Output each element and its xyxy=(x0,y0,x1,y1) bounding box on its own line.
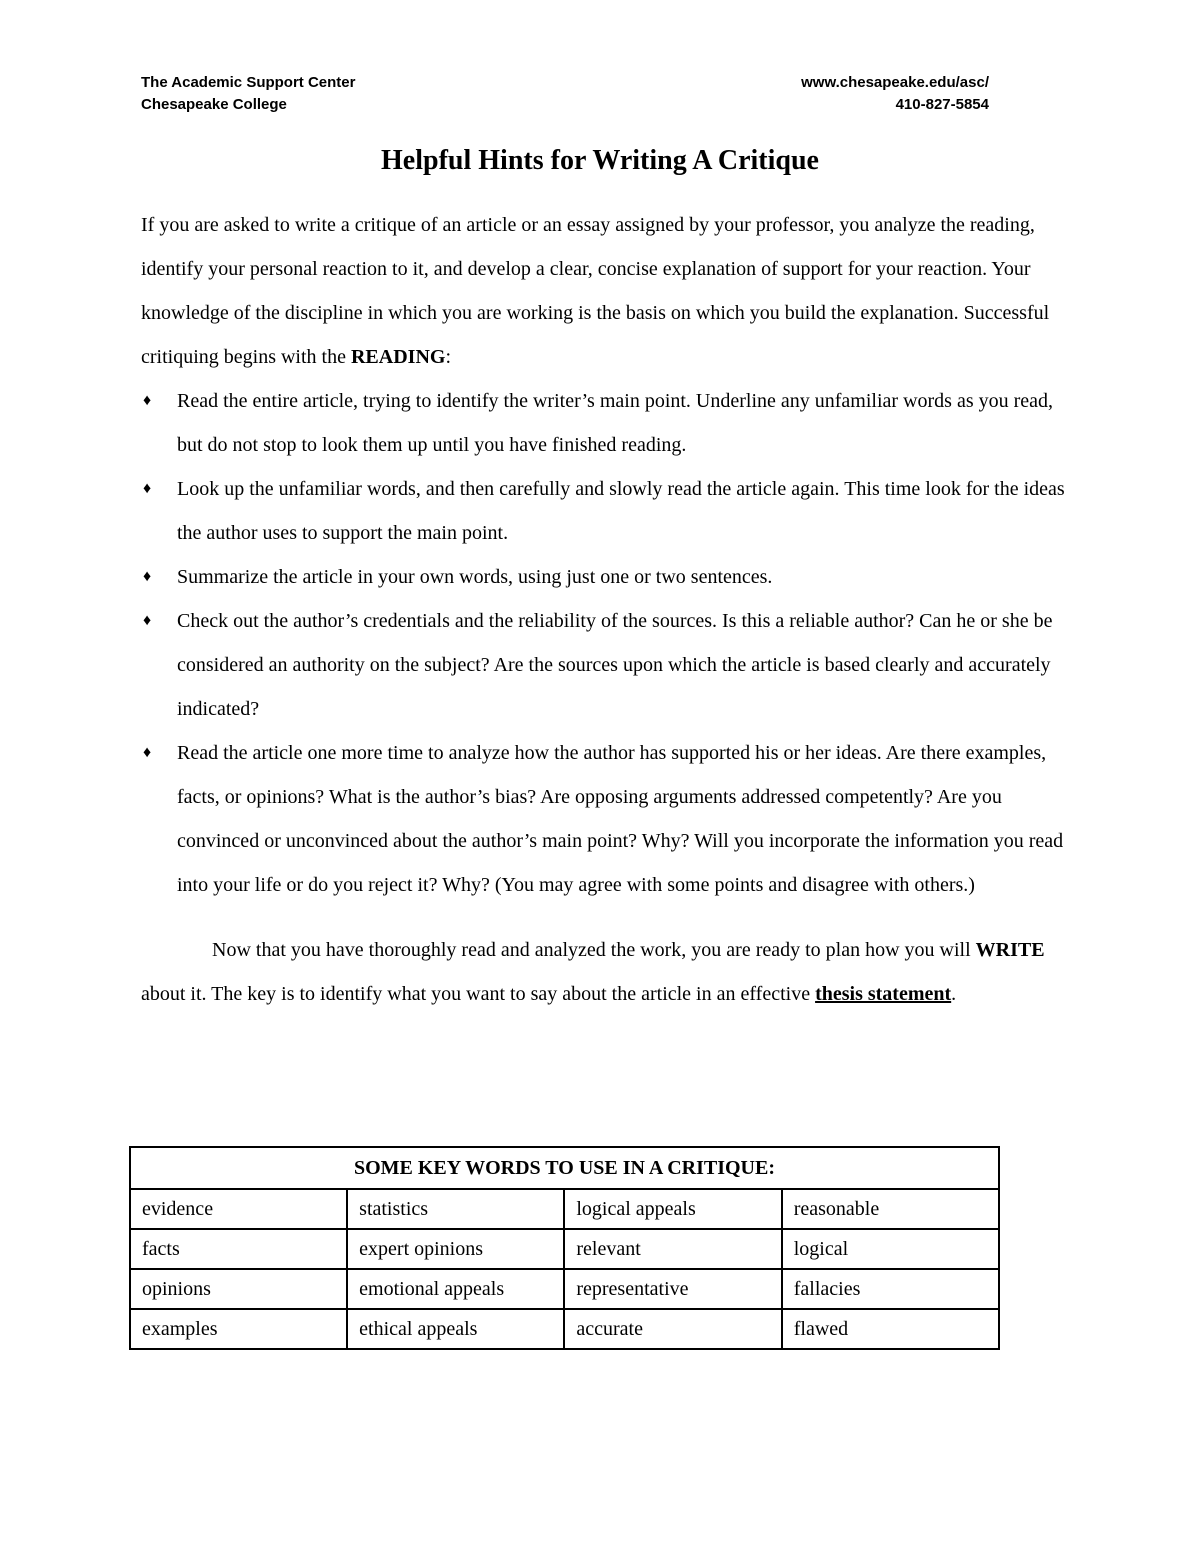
table-row xyxy=(130,1229,999,1269)
table-cell: evidence xyxy=(130,1189,347,1229)
list-item xyxy=(141,599,1066,731)
list-item xyxy=(141,467,1066,555)
closing-text-b: about it. The key is to identify what you want to say about the article in an effective xyxy=(141,983,816,1005)
table-cell: logical appeals xyxy=(564,1189,781,1229)
table-cell: logical xyxy=(782,1229,999,1269)
intro-paragraph xyxy=(141,203,1066,379)
list-item-text: Read the entire article, trying to identify the writer’s main point. Underline any unfamiliar words as you read, but do not stop to look them up until you have finished reading. xyxy=(177,390,1054,456)
diamond-bullet-icon: ♦ xyxy=(143,612,152,629)
reading-emphasis: READING xyxy=(350,346,446,368)
table-cell: opinions xyxy=(130,1269,347,1309)
document-title: Helpful Hints for Writing A Critique xyxy=(381,145,819,176)
table-cell: expert opinions xyxy=(347,1229,564,1269)
org-name: The Academic Support Center xyxy=(141,74,356,91)
list-item-text: Read the article one more time to analyze how the author has supported his or her ideas. Are there examples, facts, or opinions? What is the author’s bias? Are opposing arguments addressed competently? Are you convinced or unconvinced about the author’s main point? Why? Will you incorporate the information you read into your life or do you reject it? Why? (You may agree with some points and disagree with others.) xyxy=(177,742,1064,896)
table-header-row xyxy=(130,1147,999,1189)
write-emphasis: WRITE xyxy=(975,939,1045,961)
list-item-text: Summarize the article in your own words, using just one or two sentences. xyxy=(177,566,773,588)
list-item xyxy=(141,555,1066,599)
list-item-text: Check out the author’s credentials and the reliability of the sources. Is this a reliable author? Can he or she be considered an authority on the subject? Are the sources upon which the article is based clearly and accurately indicated? xyxy=(177,610,1053,720)
table-row xyxy=(130,1269,999,1309)
key-words-table xyxy=(129,1146,1000,1350)
document-body xyxy=(141,203,1066,1016)
diamond-bullet-icon: ♦ xyxy=(143,480,152,497)
table-cell: reasonable xyxy=(782,1189,999,1229)
closing-paragraph xyxy=(141,928,1066,1016)
reading-steps-list xyxy=(141,379,1066,907)
table-cell: facts xyxy=(130,1229,347,1269)
list-item-text: Look up the unfamiliar words, and then carefully and slowly read the article again. This time look for the ideas the author uses to support the main point. xyxy=(177,478,1065,544)
college-name: Chesapeake College xyxy=(141,96,287,113)
table-cell: relevant xyxy=(564,1229,781,1269)
website-url: www.chesapeake.edu/asc/ xyxy=(801,74,989,91)
table-heading: SOME KEY WORDS TO USE IN A CRITIQUE: xyxy=(130,1147,999,1189)
table-row xyxy=(130,1309,999,1349)
table-cell: representative xyxy=(564,1269,781,1309)
table-cell: ethical appeals xyxy=(347,1309,564,1349)
intro-text: If you are asked to write a critique of an article or an essay assigned by your professor, you analyze the reading, identify your personal reaction to it, and develop a clear, concise explanation of support for your reaction. Your knowledge of the discipline in which you are working is the basis on which you build the explanation. Successful critiquing begins with the xyxy=(141,214,1050,368)
table-cell: accurate xyxy=(564,1309,781,1349)
closing-end: . xyxy=(951,983,957,1005)
table-row xyxy=(130,1189,999,1229)
table-cell: flawed xyxy=(782,1309,999,1349)
diamond-bullet-icon: ♦ xyxy=(143,568,152,585)
list-item xyxy=(141,731,1066,907)
table-cell: examples xyxy=(130,1309,347,1349)
intro-end: : xyxy=(445,346,451,368)
table-cell: fallacies xyxy=(782,1269,999,1309)
thesis-statement-term: thesis statement xyxy=(815,983,952,1005)
table-cell: emotional appeals xyxy=(347,1269,564,1309)
diamond-bullet-icon: ♦ xyxy=(143,392,152,409)
list-item xyxy=(141,379,1066,467)
diamond-bullet-icon: ♦ xyxy=(143,744,152,761)
phone-number: 410-827-5854 xyxy=(895,96,989,113)
table-cell: statistics xyxy=(347,1189,564,1229)
closing-text-a: Now that you have thoroughly read and analyzed the work, you are ready to plan how you will xyxy=(212,939,976,961)
